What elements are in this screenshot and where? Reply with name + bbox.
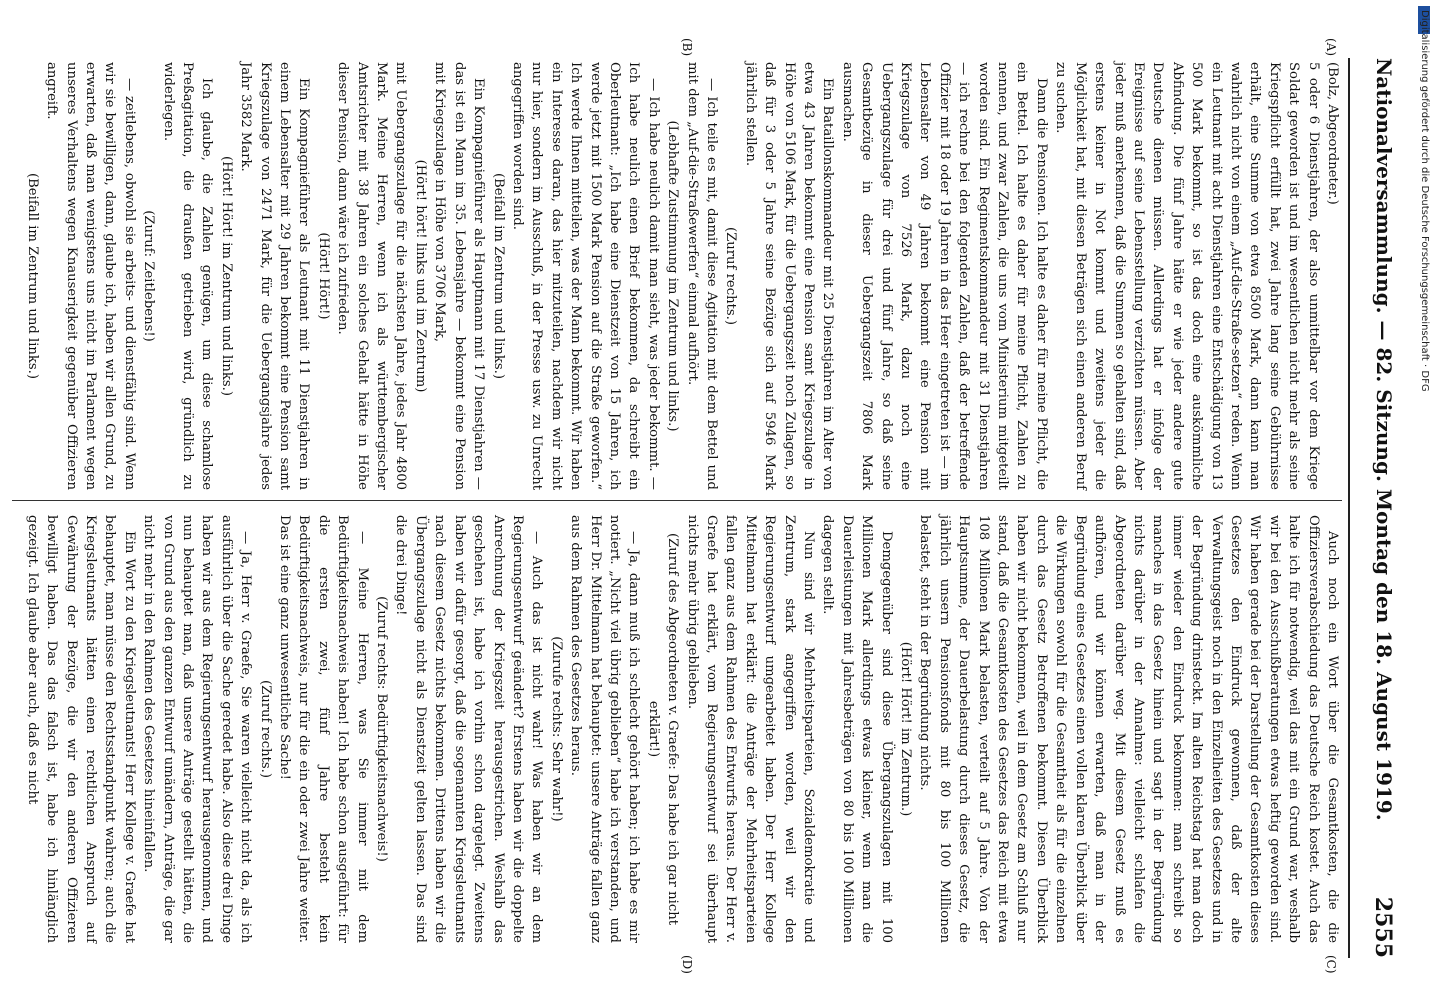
paragraph: (Hört! hört! links und im Zentrum) [412,159,428,393]
page-number: 2555 [1370,896,1396,958]
paragraph: — Auch das ist nicht wahr! Was haben wir an dem Regierungsentwurf geändert? Erstens haben wir die doppelte Anrechnung der Kriegszeit herausgestrichen. Weshalb das geschehen ist, habe ich vorhin schon dargelegt. Zweitens haben wir dafür gesorgt, daß die sogenannten Kriegsleutnants nach diesem Gesetz nichts bekommen. Drittens haben wir die Übergangszulage nicht als Dienstzeit gelten lassen. Das sind die drei Dinge! [393,515,545,943]
paragraph: (Zuruf: Zeitlebens!) [141,210,157,342]
paragraph: — Ich teile es mit, damit diese Agitation mit dem Bettel und mit dem „Auf-die-Straßewerfen“ einmal aufhört. [684,62,719,490]
paragraph: — zeitlebens, obwohl sie arbeits- und dienstfähig sind. Wenn wir sie bewilligen, dann, glaube ich, haben wir allen Grund, zu erwarten, daß man wenigstens uns nicht im Parlament wegen unseres Verhaltens wegen Knauserigkeit gegenüber Offizieren angreift. [44,62,137,490]
paragraph: (Hört! Hört!) [315,232,331,320]
paragraph: — Meine Herren, was Sie immer mit dem Bedürftigkeitsnachweis haben! Ich habe schon ausgeführt: für die ersten zwei, fünf Jahre besteht kein Bedürftigkeitsnachweis, nur für die ein oder zwei Jahre weiter. Das ist eine ganz unwesentliche Sache! [277,515,370,943]
paragraph: Ein Wort zu den Kriegsleutnants! Herr Kollege v. Graefe hat behauptet, man müsse den Rechtsstandpunkt wahren; auch die Kriegsleutnants hätten einen rechtlichen Anspruch auf Gewährung der Bezüge, die wir den anderen Offizieren bewilligt haben. Das das falsch ist, habe ich hinlänglich gezeigt. Ich glaube aber auch, daß es nicht [24,515,137,943]
paragraph: (Hört! Hört! im Zentrum.) [898,641,914,817]
right-column [22,515,1342,943]
paragraph: (Zuruf rechts.) [257,679,273,779]
paragraph: Ein Kompagnieführer als Hauptmann mit 17 Dienstjahren — das ist ein Mann im 35. Lebensjahre — bekommt eine Pension mit Kriegszulage in Höhe von 3706 Mark, [432,62,487,490]
paragraph: (Beifall im Zentrum und links.) [490,172,506,380]
paragraph: mit Uebergangszulage für die nächsten Jahre, jedes Jahr 4800 Mark. Meine Herren, wenn ich als württembergischer Amtsrichter mit 38 Jahren ein solches Gehalt hätte in Höhe dieser Pension, dann wäre ich zufrieden. [335,62,409,490]
paragraph: Nun sind wir Mehrheitsparteien, Sozialdemokratie und Zentrum, stark angegriffen worden, weil wir den Regierungsentwurf umgearbeitet haben. Der Herr Kollege Mittelmann hat erklärt: die Anträge der Mehrheitsparteien fallen ganz aus dem Rahmen des Entwurfs heraus. Der Herr v. Graefe hat erklärt, vom Regierungsentwurf sei überhaupt nichts mehr übrig geblieben. [684,515,817,943]
margin-marker-b: (B) [680,38,694,57]
digitization-note [1414,10,1432,990]
paragraph: (Lebhafte Zustimmung im Zentrum und links.) [665,120,681,432]
paragraph: Ein Bataillonskommandeur mit 25 Dienstjahren im Alter von etwa 43 Jahren bekommt eine Pension samt Kriegszulage in Höhe von 5106 Mark, für die Uebergangszeit noch Zulagen, so daß für 3 oder 5 Jahre seine Bezüge sich auf 5946 Mark jährlich stellen. [742,62,836,490]
paragraph: (Hört! Hört! im Zentrum und links.) [218,155,234,397]
paragraph: Ich glaube, die Zahlen genügen, um diese schamlose Preßagitation, die draußen getrieben wird, gründlich zu widerlegen. [160,62,215,490]
running-header [1356,58,1396,958]
margin-marker-a: (A) [1324,38,1338,57]
paragraph: (Beifall im Zentrum und links.) [24,172,40,380]
paragraph: Demgegenüber sind diese Übergangszulagen mit 100 Millionen Mark allerdings etwas kleiner, wenn man die Dauerleistungen mit Jahresbeträgen von 80 bis 100 Millionen dagegen stellt. [820,515,894,943]
header-title: Nationalversammlung. — 82. Sitzung. Montag den 18. August 1919. [1372,58,1396,821]
paragraph: — Ja, Herr v. Graefe, Sie waren vielleicht nicht da, als ich ausführlich über die Sache geredet habe. Also diese drei Dinge haben wir aus dem Regierungsentwurf herausgenommen, und nun behauptet man, daß unsere Anträge gestellt hätten, die von Grund aus den ganzen Entwurf umändern, Anträge, die gar nicht mehr in den Rahmen des Gesetzes hineinfallen. [141,515,254,943]
paragraph: 5 oder 6 Dienstjahren, der also unmittelbar vor dem Kriege Soldat geworden ist und im wesentlichen nicht mehr als seine Kriegspflicht erfüllt hat, zwei Jahre lang seine Gebührnisse erhält, eine Summe von etwa 8500 Mark, dann kann man wahrlich nicht von einem „Auf-die-Straße-setzen“ reden. Wenn ein Leutnant mit acht Dienstjahren eine Entschädigung von 13 500 Mark bekommt, so ist das doch eine auskömmliche Abfindung. Die fünf Jahre hätte er wie jeder andere gute Deutsche dienen müssen. Allerdings hat er infolge der Ereignisse auf seine Lebensstellung verzichten müssen. Aber jeder muß anerkennen, daß die Summen so gehalten sind, daß erstens keiner in Not kommt und zweitens jeder die Möglichkeit hat, mit diesen Beträgen sich einen anderen Beruf zu suchen. [1053,62,1321,490]
paragraph: (Zuruf rechts: Bedürftigkeitsnachweis!) [374,596,390,862]
header-rule [1348,58,1350,958]
paragraph: Dann die Pensionen. Ich halte es daher für meine Pflicht, die ein Bettel. Ich halte es daher für meine Pflicht, Zahlen zu nennen, und zwar Zahlen, die uns vom Ministerium mitgeteilt worden sind. Ein Regimentskommandeur mit 31 Dienstjahren — ich rechne bei den folgenden Zahlen, daß der betreffende Offizier mit 18 oder 19 Jahren in das Heer eingetreten ist — im Lebensalter von 49 Jahren bekommt eine Pension mit Kriegszulage von 7526 Mark, dazu noch eine Uebergangszulage für drei und fünf Jahre, so daß seine Gesamtbezüge in dieser Uebergangszeit 7806 Mark ausmachen. [839,62,1049,490]
paragraph: Ein Kompagnieführer als Leutnant mit 11 Dienstjahren in einem Lebensalter mit 29 Jahren bekommt eine Pension samt Kriegszulage von 2471 Mark, für die Uebergangsjahre jedes Jahr 3582 Mark. [238,62,312,490]
paragraph: Auch noch ein Wort über die Gesamtkosten, die die Offiziersverabschiedung das Deutsche Reich kostet. Auch das halte ich für notwendig, weil das mit ein Grund war, weshalb wir bei den Ausschußberatungen etwas heftig geworden sind. Wir haben gerade bei der Darstellung der Gesamtkosten dieses Gesetzes den Eindruck gewonnen, daß der alte Verwaltungsgeist noch in den Einzelheiten des Gesetzes und in der Begründung drinsteckt. Im alten Reichstag hat man doch immer wieder den Eindruck bekommen: man schreibt so manches in das Gesetz hinein und sagt in der Begründung nichts darüber in der Annahme: vielleicht schlafen die Abgeordneten darüber weg. Mit diesem Gesetz muß es aufhören, und wir können erwarten, daß man in der Begründung eines Gesetzes einen vollen klaren Überblick über die Wirkungen sowohl für die Gesamtheit als für die einzelnen durch das Gesetz Betroffenen bekommt. Diesen Überblick haben wir nicht bekommen, weil in dem Gesetz am Schluß nur stand, daß die Gesamtkosten des Gesetzes das Reich mit etwa 108 Millionen Mark belasten, verteilt auf 5 Jahre. Von der Hauptsumme, der Dauerbelastung durch dieses Gesetz, die jährlich unsern Pensionsfonds mit 80 bis 100 Millionen belastet, steht in der Begründung nichts. [917,515,1340,943]
paragraph: (Bolz, Abgeordneter.) [1325,62,1340,205]
column-rule [12,500,1342,501]
digitization-note-text: Digitalisierung gefördert durch die Deutsche Forschungsgemeinschaft · DFG [1419,10,1430,392]
paragraph: — Ich habe neulich damit man sieht, was jeder bekommt. — Ich habe neulich einen Brief bekommen, da schreibt ein Oberleutnant: „Ich habe eine Dienstzeit von 15 Jahren, ich werde jetzt mit 1500 Mark Pension auf die Straße geworfen.“ Ich werde Ihnen mitteilen, was der Mann bekommt. Wir haben ein Interesse daran, das hier mitzuteilen, nachdem wir nicht nur hier, sondern im Ausschuß, in der Presse usw. zu Unrecht angegriffen worden sind. [509,62,661,490]
left-column [22,62,1342,490]
margin-marker-c: (C) [1324,955,1338,974]
paragraph: — Ja, dann muß ich schlecht gehört haben; ich habe es mir notiert. „Nicht viel übrig geblieben“ habe ich verstanden, und Herr Dr. Mittelmann hat behauptet: unsere Anträge fallen ganz aus dem Rahmen des Gesetzes heraus. [568,515,642,943]
paragraph: (Zuruf des Abgeordneten v. Graefe: Das habe ich gar nicht erklärt!) [645,532,681,926]
paragraph: (Zuruf rechts.) [723,226,739,326]
margin-marker-d: (D) [680,955,694,974]
paragraph: (Zurufe rechts: Sehr wahr!) [548,636,564,822]
